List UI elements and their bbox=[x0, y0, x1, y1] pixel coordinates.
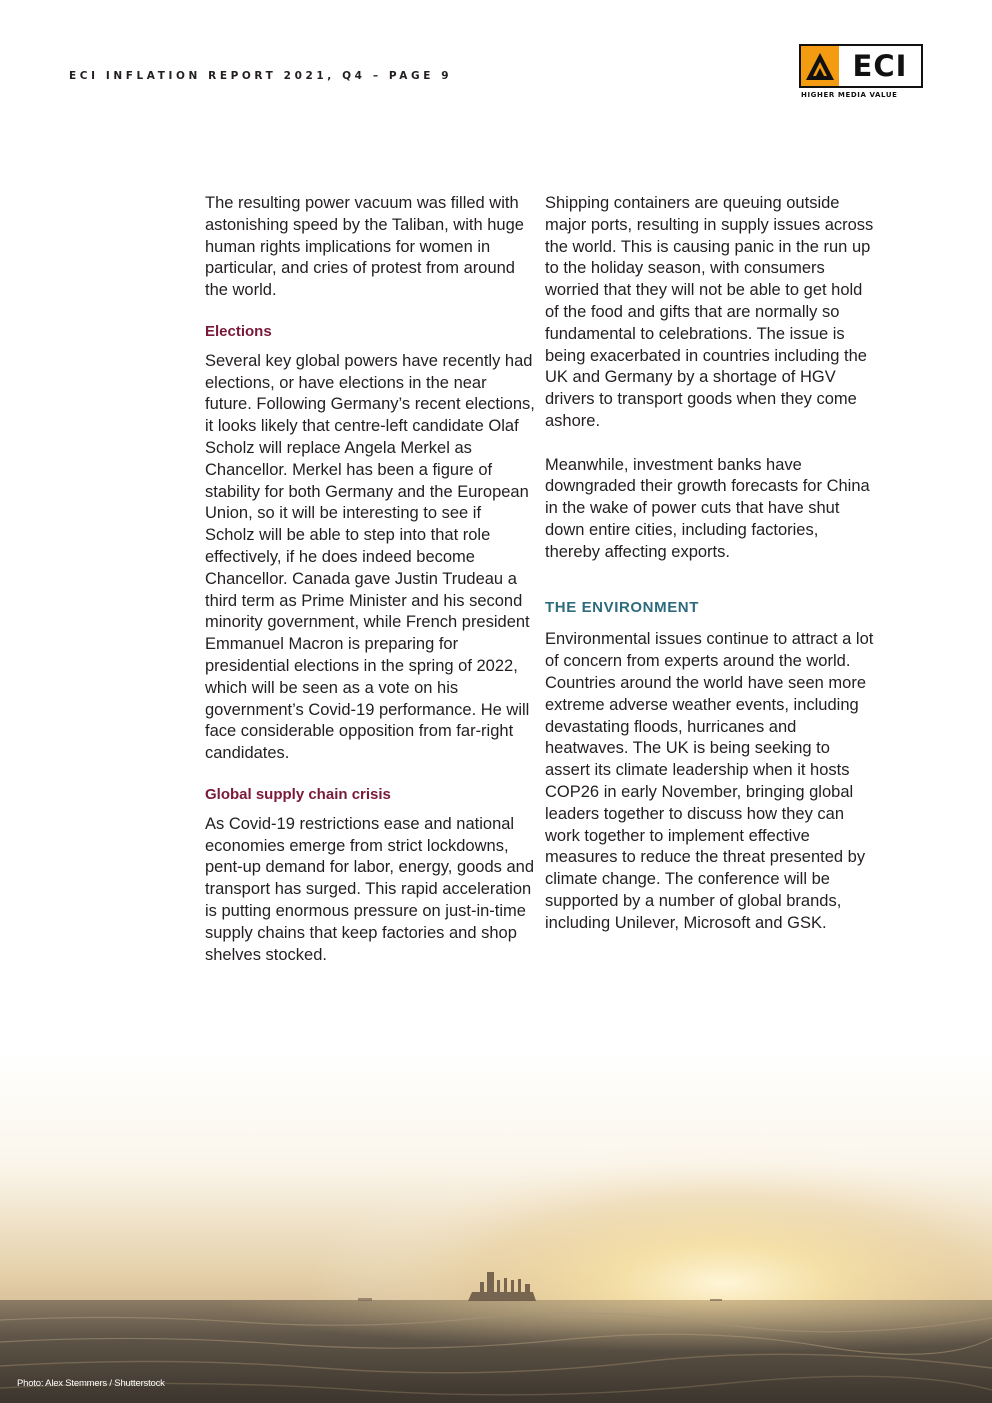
photo-credit: Photo: Alex Stemmers / Shutterstock bbox=[17, 1378, 165, 1389]
elections-paragraph: Several key global powers have recently had elections, or have elections in the near future. Following Germany’s recent elections, it looks likely that centre-left candidate Olaf Scholz will replace Angela Merkel as Chancellor. Merkel has been a figure of stability for both Germany and the European Union, so it will be interesting to see if Scholz will be able to step into that role effectively, if he does indeed become Chancellor. Canada gave Justin Trudeau a third term as Prime Minister and his second minority government, while French president Emmanuel Macron is preparing for presidential elections in the spring of 2022, which will be seen as a vote on his government’s Covid-19 performance. He will face considerable opposition from far-right candidates. bbox=[205, 351, 535, 763]
intro-paragraph: The resulting power vacuum was filled with astonishing speed by the Taliban, with huge human rights implications for women in particular, and cries of protest from around the world. bbox=[205, 194, 524, 300]
supply-chain-paragraph: As Covid-19 restrictions ease and national economies emerge from strict lockdowns, pent-up demand for labor, energy, goods and transport has surged. This rapid acceleration is putting enormous pressure on just-in-time supply chains that keep factories and shop shelves stocked. bbox=[205, 814, 535, 964]
left-column bbox=[205, 193, 535, 966]
shipping-paragraph: Shipping containers are queuing outside major ports, resulting in supply issues across the world. This is causing panic in the run up to the holiday season, with consumers worried that they will not be able to get hold of the food and gifts that are normally so fundamental to celebrations. The issue is being exacerbated in countries including the UK and Germany by a shortage of HGV drivers to transport goods when they come ashore. bbox=[545, 194, 874, 430]
logo-tagline: HIGHER MEDIA VALUE bbox=[801, 91, 898, 99]
logo-box bbox=[799, 44, 923, 88]
sunset-ship-photo bbox=[0, 1050, 992, 1403]
logo-wordmark: ECI bbox=[852, 49, 908, 83]
elections-heading: Elections bbox=[205, 322, 272, 340]
china-paragraph: Meanwhile, investment banks have downgraded their growth forecasts for China in the wake of power cuts that have shut down entire cities, including factories, thereby affecting exports. bbox=[545, 455, 870, 561]
environment-heading: THE ENVIRONMENT bbox=[545, 598, 700, 616]
environment-paragraph: Environmental issues continue to attract a lot of concern from experts around the world. Countries around the world have seen more extreme adverse weather events, including devastating floods, hurricanes and heatwaves. The UK is being seeking to assert its climate leadership when it hosts COP26 in early November, bringing global leaders together to discuss how they can work together to implement effective measures to reduce the threat presented by climate change. The conference will be supported by a number of global brands, including Unilever, Microsoft and GSK. bbox=[545, 630, 874, 932]
running-header: ECI INFLATION REPORT 2021, Q4 – PAGE 9 bbox=[69, 70, 453, 82]
supply-chain-heading: Global supply chain crisis bbox=[205, 785, 391, 803]
eci-logo bbox=[799, 44, 923, 102]
right-column bbox=[545, 193, 875, 935]
eci-triangle-logo-icon bbox=[801, 46, 839, 86]
